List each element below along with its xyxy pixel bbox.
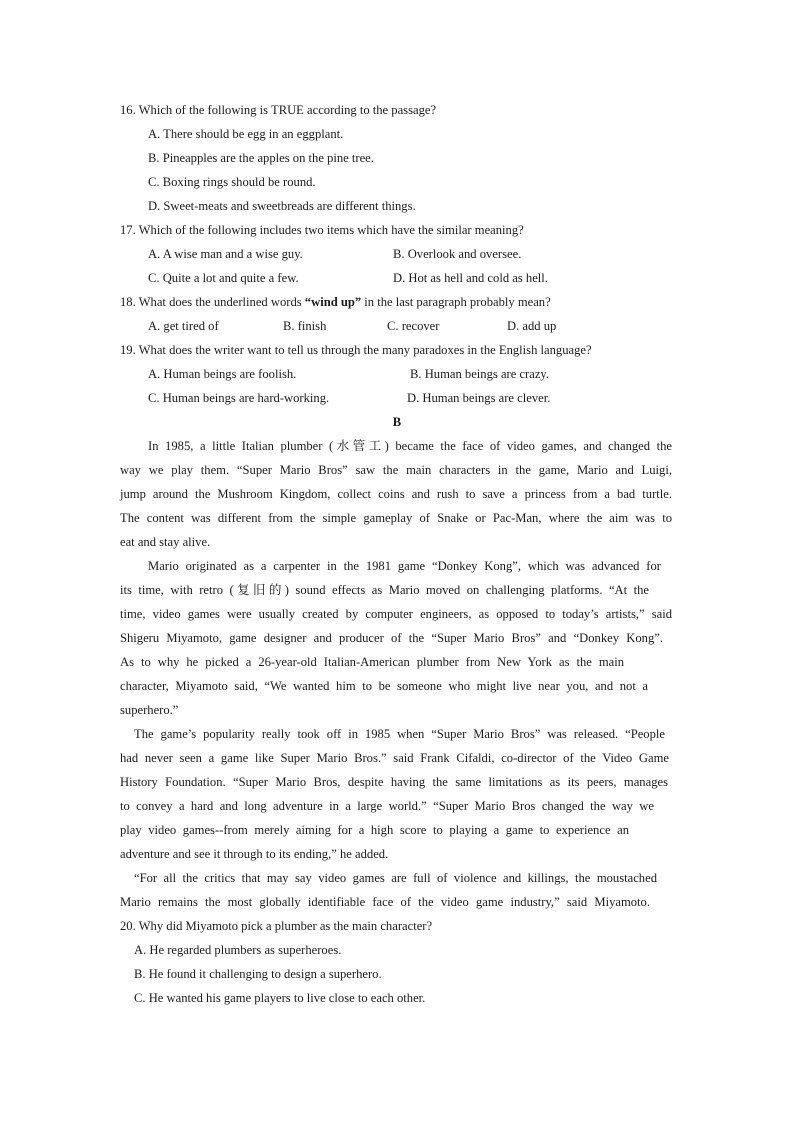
passage-line: Mario originated as a carpenter in the 1981 game “Donkey Kong”, which was advanced for	[148, 559, 661, 573]
question-20-option-a: A. He regarded plumbers as superheroes.	[134, 943, 342, 957]
question-16-stem: 16. Which of the following is TRUE according to the passage?	[120, 103, 437, 117]
passage-line: jump around the Mushroom Kingdom, collect coins and rush to save a princess from a bad turtle.	[120, 487, 672, 501]
passage-line: had never seen a game like Super Mario Bros.” said Frank Cifaldi, co-director of the Video Game	[120, 751, 669, 765]
passage-line: adventure and see it through to its ending,” he added.	[120, 847, 389, 861]
question-18-option-c: C. recover	[387, 319, 440, 333]
question-17-stem: 17. Which of the following includes two items which have the similar meaning?	[120, 223, 524, 237]
question-19-option-a: A. Human beings are foolish.	[148, 367, 297, 381]
question-17-option-d: D. Hot as hell and cold as hell.	[393, 271, 548, 285]
passage-line: to convey a hard and long adventure in a large world.” “Super Mario Bros changed the way we	[120, 799, 654, 813]
question-18-stem-pre: 18. What does the underlined words	[120, 295, 305, 309]
question-20-option-c: C. He wanted his game players to live close to each other.	[134, 991, 426, 1005]
passage-line: play video games--from merely aiming for a high score to playing a game to experience an	[120, 823, 629, 837]
passage-line: character, Miyamoto said, “We wanted him to be someone who might live near you, and not a	[120, 679, 648, 693]
passage-line: superhero.”	[120, 703, 179, 717]
question-18-option-b: B. finish	[283, 319, 327, 333]
passage-line: its time, with retro (复旧的) sound effects as Mario moved on challenging platforms. “At the	[120, 583, 649, 597]
question-18-option-a: A. get tired of	[148, 319, 219, 333]
question-16-option-a: A. There should be egg in an eggplant.	[148, 127, 344, 141]
question-19-stem: 19. What does the writer want to tell us through the many paradoxes in the English language?	[120, 343, 592, 357]
passage-line: Mario remains the most globally identifiable face of the video game industry,” said Miyamoto.	[120, 895, 650, 909]
question-19-option-c: C. Human beings are hard-working.	[148, 391, 330, 405]
passage-line: The content was different from the simple gameplay of Snake or Pac-Man, where the aim was to	[120, 511, 672, 525]
question-19-option-b: B. Human beings are crazy.	[410, 367, 550, 381]
passage-line: way we play them. “Super Mario Bros” saw the main characters in the game, Mario and Luigi,	[120, 463, 672, 477]
passage-line: Shigeru Miyamoto, game designer and producer of the “Super Mario Bros” and “Donkey Kong”.	[120, 631, 663, 645]
passage-line: eat and stay alive.	[120, 535, 211, 549]
question-16-option-c: C. Boxing rings should be round.	[148, 175, 316, 189]
question-17-option-c: C. Quite a lot and quite a few.	[148, 271, 299, 285]
passage-line: History Foundation. “Super Mario Bros, despite having the same limitations as its peers, manages	[120, 775, 668, 789]
question-16-option-d: D. Sweet-meats and sweetbreads are different things.	[148, 199, 416, 213]
passage-line: time, video games were usually created by computer engineers, as opposed to today’s artists,” said	[120, 607, 672, 621]
section-b-title: B	[392, 415, 402, 429]
question-19-option-d: D. Human beings are clever.	[407, 391, 551, 405]
question-20-stem: 20. Why did Miyamoto pick a plumber as the main character?	[120, 919, 433, 933]
question-18-stem-post: in the last paragraph probably mean?	[361, 295, 551, 309]
question-17-option-a: A. A wise man and a wise guy.	[148, 247, 303, 261]
question-18-option-d: D. add up	[507, 319, 557, 333]
question-20-option-b: B. He found it challenging to design a superhero.	[134, 967, 382, 981]
question-18-stem	[120, 294, 551, 310]
question-16-option-b: B. Pineapples are the apples on the pine tree.	[148, 151, 374, 165]
passage-line: The game’s popularity really took off in 1985 when “Super Mario Bros” was released. “People	[134, 727, 665, 741]
passage-line: As to why he picked a 26-year-old Italian-American plumber from New York as the main	[120, 655, 624, 669]
passage-line: In 1985, a little Italian plumber (水管工) became the face of video games, and changed the	[148, 439, 672, 453]
underlined-phrase: “wind up”	[304, 295, 362, 309]
passage-line: “For all the critics that may say video games are full of violence and killings, the moustached	[134, 871, 657, 885]
question-17-option-b: B. Overlook and oversee.	[393, 247, 522, 261]
